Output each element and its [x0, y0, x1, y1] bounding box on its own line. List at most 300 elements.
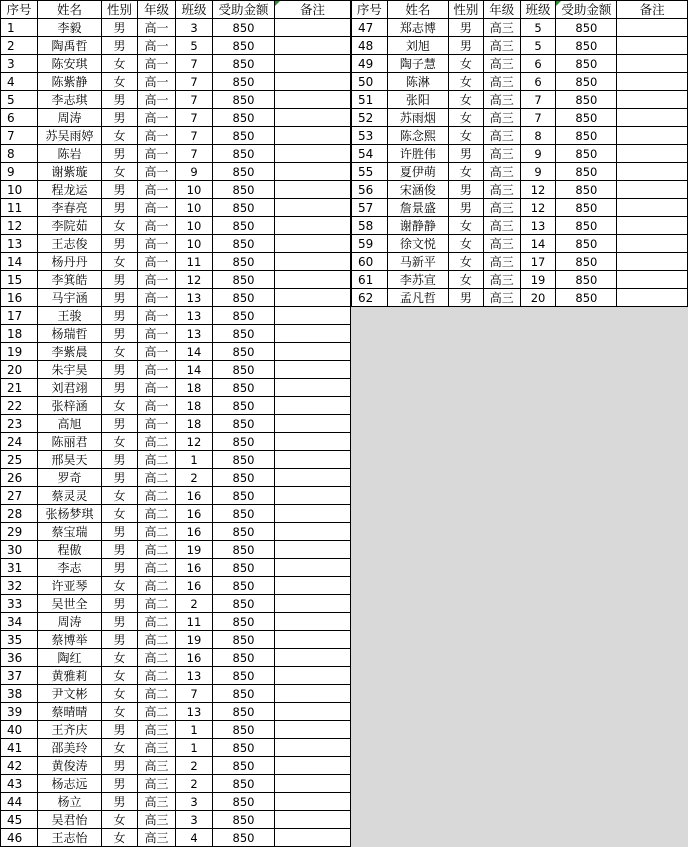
cell-class[interactable]: 16	[176, 523, 213, 541]
cell-amount[interactable]: 850	[213, 667, 275, 685]
cell-sex[interactable]: 女	[102, 505, 138, 523]
cell-class[interactable]: 9	[176, 163, 213, 181]
cell-note[interactable]	[275, 613, 351, 631]
cell-class[interactable]: 1	[176, 451, 213, 469]
cell-name[interactable]: 黄雅莉	[38, 667, 102, 685]
cell-no[interactable]: 48	[352, 37, 388, 55]
cell-amount[interactable]: 850	[213, 325, 275, 343]
cell-name[interactable]: 黄俊涛	[38, 757, 102, 775]
cell-no[interactable]: 57	[352, 199, 388, 217]
cell-note[interactable]	[275, 271, 351, 289]
cell-class[interactable]: 6	[520, 73, 556, 91]
cell-amount[interactable]: 850	[213, 307, 275, 325]
cell-name[interactable]: 宋涵俊	[387, 181, 448, 199]
cell-name[interactable]: 吴世全	[38, 595, 102, 613]
cell-note[interactable]	[275, 217, 351, 235]
cell-name[interactable]: 杨丹丹	[38, 253, 102, 271]
cell-sex[interactable]: 男	[102, 613, 138, 631]
cell-note[interactable]	[617, 19, 688, 37]
cell-note[interactable]	[617, 37, 688, 55]
cell-no[interactable]: 8	[1, 145, 38, 163]
cell-note[interactable]	[275, 469, 351, 487]
cell-name[interactable]: 李紫晨	[38, 343, 102, 361]
cell-class[interactable]: 7	[176, 91, 213, 109]
cell-no[interactable]: 7	[1, 127, 38, 145]
cell-grade[interactable]: 高三	[483, 55, 520, 73]
cell-class[interactable]: 16	[176, 649, 213, 667]
cell-name[interactable]: 陈岩	[38, 145, 102, 163]
cell-sex[interactable]: 男	[102, 325, 138, 343]
cell-no[interactable]: 40	[1, 721, 38, 739]
cell-name[interactable]: 谢紫璇	[38, 163, 102, 181]
cell-grade[interactable]: 高二	[138, 595, 176, 613]
cell-class[interactable]: 19	[176, 541, 213, 559]
cell-note[interactable]	[275, 631, 351, 649]
cell-name[interactable]: 周涛	[38, 613, 102, 631]
cell-name[interactable]: 尹文彬	[38, 685, 102, 703]
cell-amount[interactable]: 850	[213, 289, 275, 307]
cell-no[interactable]: 34	[1, 613, 38, 631]
cell-name[interactable]: 杨志远	[38, 775, 102, 793]
cell-amount[interactable]: 850	[213, 649, 275, 667]
cell-grade[interactable]: 高三	[138, 721, 176, 739]
cell-amount[interactable]: 850	[556, 37, 617, 55]
cell-grade[interactable]: 高三	[483, 37, 520, 55]
cell-grade[interactable]: 高一	[138, 343, 176, 361]
cell-class[interactable]: 18	[176, 397, 213, 415]
cell-amount[interactable]: 850	[213, 235, 275, 253]
cell-grade[interactable]: 高一	[138, 235, 176, 253]
cell-no[interactable]: 42	[1, 757, 38, 775]
cell-no[interactable]: 29	[1, 523, 38, 541]
cell-class[interactable]: 3	[176, 19, 213, 37]
cell-name[interactable]: 吴君怡	[38, 811, 102, 829]
cell-no[interactable]: 15	[1, 271, 38, 289]
cell-grade[interactable]: 高二	[138, 487, 176, 505]
cell-name[interactable]: 蔡灵灵	[38, 487, 102, 505]
cell-note[interactable]	[617, 127, 688, 145]
cell-amount[interactable]: 850	[213, 217, 275, 235]
cell-no[interactable]: 19	[1, 343, 38, 361]
cell-note[interactable]	[275, 361, 351, 379]
cell-grade[interactable]: 高二	[138, 631, 176, 649]
cell-name[interactable]: 许胜伟	[387, 145, 448, 163]
cell-grade[interactable]: 高一	[138, 217, 176, 235]
cell-grade[interactable]: 高三	[138, 829, 176, 847]
cell-class[interactable]: 3	[176, 811, 213, 829]
cell-class[interactable]: 11	[176, 613, 213, 631]
cell-name[interactable]: 刘君翊	[38, 379, 102, 397]
cell-name[interactable]: 程傲	[38, 541, 102, 559]
cell-no[interactable]: 25	[1, 451, 38, 469]
cell-class[interactable]: 7	[176, 109, 213, 127]
cell-amount[interactable]: 850	[213, 127, 275, 145]
cell-amount[interactable]: 850	[213, 757, 275, 775]
header-class[interactable]: 班级	[520, 1, 556, 19]
cell-amount[interactable]: 850	[213, 145, 275, 163]
cell-name[interactable]: 许亚琴	[38, 577, 102, 595]
cell-name[interactable]: 蔡晴晴	[38, 703, 102, 721]
cell-note[interactable]	[275, 703, 351, 721]
cell-grade[interactable]: 高一	[138, 361, 176, 379]
cell-name[interactable]: 詹景盛	[387, 199, 448, 217]
cell-sex[interactable]: 男	[102, 181, 138, 199]
cell-amount[interactable]: 850	[556, 145, 617, 163]
cell-sex[interactable]: 女	[102, 163, 138, 181]
cell-class[interactable]: 14	[176, 361, 213, 379]
cell-no[interactable]: 51	[352, 91, 388, 109]
cell-grade[interactable]: 高一	[138, 127, 176, 145]
cell-sex[interactable]: 男	[448, 37, 483, 55]
cell-no[interactable]: 1	[1, 19, 38, 37]
cell-name[interactable]: 刘旭	[387, 37, 448, 55]
cell-amount[interactable]: 850	[213, 541, 275, 559]
header-no[interactable]: 序号	[1, 1, 38, 19]
cell-note[interactable]	[275, 595, 351, 613]
cell-name[interactable]: 李苏宣	[387, 271, 448, 289]
cell-no[interactable]: 17	[1, 307, 38, 325]
cell-sex[interactable]: 男	[102, 91, 138, 109]
cell-grade[interactable]: 高二	[138, 523, 176, 541]
cell-amount[interactable]: 850	[556, 235, 617, 253]
cell-sex[interactable]: 男	[102, 19, 138, 37]
cell-sex[interactable]: 男	[102, 199, 138, 217]
cell-sex[interactable]: 男	[448, 199, 483, 217]
cell-class[interactable]: 10	[176, 235, 213, 253]
cell-class[interactable]: 19	[520, 271, 556, 289]
cell-amount[interactable]: 850	[213, 361, 275, 379]
cell-class[interactable]: 16	[176, 487, 213, 505]
cell-grade[interactable]: 高一	[138, 379, 176, 397]
cell-sex[interactable]: 男	[102, 595, 138, 613]
cell-grade[interactable]: 高三	[138, 775, 176, 793]
cell-name[interactable]: 王骏	[38, 307, 102, 325]
cell-note[interactable]	[275, 739, 351, 757]
cell-no[interactable]: 11	[1, 199, 38, 217]
cell-class[interactable]: 7	[176, 55, 213, 73]
cell-class[interactable]: 16	[176, 577, 213, 595]
cell-note[interactable]	[275, 793, 351, 811]
cell-note[interactable]	[617, 55, 688, 73]
cell-sex[interactable]: 男	[448, 181, 483, 199]
header-grade[interactable]: 年级	[483, 1, 520, 19]
cell-name[interactable]: 蔡博举	[38, 631, 102, 649]
cell-amount[interactable]: 850	[213, 613, 275, 631]
cell-amount[interactable]: 850	[213, 271, 275, 289]
cell-name[interactable]: 李志琪	[38, 91, 102, 109]
header-name[interactable]: 姓名	[387, 1, 448, 19]
cell-class[interactable]: 12	[176, 271, 213, 289]
cell-note[interactable]	[275, 685, 351, 703]
cell-amount[interactable]: 850	[213, 109, 275, 127]
cell-grade[interactable]: 高三	[483, 73, 520, 91]
cell-sex[interactable]: 女	[448, 253, 483, 271]
cell-grade[interactable]: 高三	[483, 271, 520, 289]
cell-note[interactable]	[617, 145, 688, 163]
cell-sex[interactable]: 男	[102, 775, 138, 793]
cell-sex[interactable]: 男	[102, 307, 138, 325]
cell-name[interactable]: 杨瑞哲	[38, 325, 102, 343]
header-class[interactable]: 班级	[176, 1, 213, 19]
cell-no[interactable]: 26	[1, 469, 38, 487]
cell-name[interactable]: 王志俊	[38, 235, 102, 253]
cell-amount[interactable]: 850	[213, 73, 275, 91]
cell-note[interactable]	[275, 379, 351, 397]
cell-grade[interactable]: 高二	[138, 433, 176, 451]
cell-note[interactable]	[275, 757, 351, 775]
cell-no[interactable]: 35	[1, 631, 38, 649]
cell-class[interactable]: 7	[176, 127, 213, 145]
cell-note[interactable]	[275, 415, 351, 433]
cell-note[interactable]	[275, 163, 351, 181]
cell-grade[interactable]: 高一	[138, 181, 176, 199]
cell-note[interactable]	[617, 163, 688, 181]
cell-class[interactable]: 20	[520, 289, 556, 307]
cell-sex[interactable]: 女	[102, 127, 138, 145]
header-note[interactable]: 备注	[617, 1, 688, 19]
cell-sex[interactable]: 女	[102, 397, 138, 415]
cell-class[interactable]: 10	[176, 199, 213, 217]
cell-note[interactable]	[275, 775, 351, 793]
cell-class[interactable]: 13	[176, 325, 213, 343]
cell-class[interactable]: 1	[176, 721, 213, 739]
cell-grade[interactable]: 高二	[138, 649, 176, 667]
cell-sex[interactable]: 男	[102, 379, 138, 397]
cell-name[interactable]: 孟凡哲	[387, 289, 448, 307]
cell-note[interactable]	[275, 181, 351, 199]
cell-sex[interactable]: 女	[102, 487, 138, 505]
cell-class[interactable]: 12	[520, 181, 556, 199]
cell-sex[interactable]: 男	[102, 541, 138, 559]
cell-class[interactable]: 13	[520, 217, 556, 235]
cell-note[interactable]	[617, 235, 688, 253]
cell-grade[interactable]: 高一	[138, 37, 176, 55]
cell-sex[interactable]: 男	[102, 415, 138, 433]
cell-class[interactable]: 16	[176, 505, 213, 523]
cell-grade[interactable]: 高三	[138, 757, 176, 775]
cell-no[interactable]: 50	[352, 73, 388, 91]
cell-no[interactable]: 32	[1, 577, 38, 595]
cell-grade[interactable]: 高二	[138, 451, 176, 469]
cell-class[interactable]: 7	[176, 73, 213, 91]
cell-no[interactable]: 54	[352, 145, 388, 163]
cell-class[interactable]: 13	[176, 667, 213, 685]
cell-no[interactable]: 38	[1, 685, 38, 703]
cell-amount[interactable]: 850	[556, 19, 617, 37]
cell-name[interactable]: 谢静静	[387, 217, 448, 235]
cell-class[interactable]: 12	[520, 199, 556, 217]
cell-sex[interactable]: 女	[102, 739, 138, 757]
cell-sex[interactable]: 女	[102, 685, 138, 703]
cell-note[interactable]	[275, 433, 351, 451]
cell-note[interactable]	[275, 559, 351, 577]
cell-class[interactable]: 1	[176, 739, 213, 757]
cell-note[interactable]	[617, 91, 688, 109]
cell-note[interactable]	[617, 109, 688, 127]
cell-note[interactable]	[275, 397, 351, 415]
cell-grade[interactable]: 高一	[138, 109, 176, 127]
cell-class[interactable]: 18	[176, 379, 213, 397]
cell-amount[interactable]: 850	[556, 91, 617, 109]
cell-note[interactable]	[617, 73, 688, 91]
cell-note[interactable]	[275, 541, 351, 559]
cell-sex[interactable]: 女	[448, 73, 483, 91]
cell-no[interactable]: 49	[352, 55, 388, 73]
cell-grade[interactable]: 高三	[483, 217, 520, 235]
cell-class[interactable]: 13	[176, 307, 213, 325]
cell-class[interactable]: 3	[176, 793, 213, 811]
cell-no[interactable]: 36	[1, 649, 38, 667]
header-name[interactable]: 姓名	[38, 1, 102, 19]
cell-no[interactable]: 10	[1, 181, 38, 199]
comment-indicator-icon[interactable]	[556, 1, 561, 6]
cell-amount[interactable]: 850	[213, 793, 275, 811]
cell-class[interactable]: 12	[176, 433, 213, 451]
cell-class[interactable]: 5	[176, 37, 213, 55]
header-grade[interactable]: 年级	[138, 1, 176, 19]
cell-grade[interactable]: 高三	[483, 91, 520, 109]
comment-indicator-icon[interactable]	[275, 1, 280, 6]
cell-class[interactable]: 14	[176, 343, 213, 361]
cell-no[interactable]: 43	[1, 775, 38, 793]
cell-no[interactable]: 14	[1, 253, 38, 271]
header-amount[interactable]	[556, 1, 617, 19]
cell-sex[interactable]: 男	[102, 271, 138, 289]
cell-class[interactable]: 2	[176, 469, 213, 487]
cell-note[interactable]	[617, 217, 688, 235]
cell-amount[interactable]: 850	[213, 811, 275, 829]
cell-note[interactable]	[275, 55, 351, 73]
cell-sex[interactable]: 女	[448, 127, 483, 145]
cell-sex[interactable]: 男	[448, 145, 483, 163]
cell-note[interactable]	[617, 199, 688, 217]
cell-class[interactable]: 9	[520, 163, 556, 181]
cell-grade[interactable]: 高二	[138, 577, 176, 595]
cell-sex[interactable]: 女	[448, 217, 483, 235]
cell-no[interactable]: 2	[1, 37, 38, 55]
cell-name[interactable]: 罗奇	[38, 469, 102, 487]
cell-amount[interactable]: 850	[213, 577, 275, 595]
cell-class[interactable]: 5	[520, 19, 556, 37]
cell-no[interactable]: 39	[1, 703, 38, 721]
cell-class[interactable]: 6	[520, 55, 556, 73]
cell-class[interactable]: 2	[176, 757, 213, 775]
cell-note[interactable]	[275, 505, 351, 523]
cell-name[interactable]: 陈紫静	[38, 73, 102, 91]
cell-grade[interactable]: 高一	[138, 289, 176, 307]
cell-sex[interactable]: 女	[102, 217, 138, 235]
cell-amount[interactable]: 850	[213, 595, 275, 613]
cell-grade[interactable]: 高一	[138, 163, 176, 181]
cell-amount[interactable]: 850	[213, 523, 275, 541]
cell-note[interactable]	[275, 91, 351, 109]
cell-amount[interactable]: 850	[213, 469, 275, 487]
cell-note[interactable]	[275, 487, 351, 505]
cell-name[interactable]: 陈念熙	[387, 127, 448, 145]
cell-name[interactable]: 陶禹哲	[38, 37, 102, 55]
cell-name[interactable]: 陈淋	[387, 73, 448, 91]
cell-no[interactable]: 22	[1, 397, 38, 415]
cell-sex[interactable]: 女	[102, 811, 138, 829]
cell-class[interactable]: 5	[520, 37, 556, 55]
cell-no[interactable]: 61	[352, 271, 388, 289]
cell-no[interactable]: 47	[352, 19, 388, 37]
cell-note[interactable]	[275, 649, 351, 667]
cell-grade[interactable]: 高三	[483, 199, 520, 217]
cell-note[interactable]	[275, 127, 351, 145]
cell-class[interactable]: 7	[176, 685, 213, 703]
cell-note[interactable]	[275, 343, 351, 361]
cell-amount[interactable]: 850	[213, 181, 275, 199]
cell-no[interactable]: 37	[1, 667, 38, 685]
cell-name[interactable]: 朱宇昊	[38, 361, 102, 379]
cell-sex[interactable]: 男	[102, 361, 138, 379]
cell-amount[interactable]: 850	[213, 703, 275, 721]
cell-no[interactable]: 58	[352, 217, 388, 235]
cell-grade[interactable]: 高三	[138, 811, 176, 829]
cell-name[interactable]: 马宇涵	[38, 289, 102, 307]
cell-sex[interactable]: 男	[102, 37, 138, 55]
cell-note[interactable]	[275, 523, 351, 541]
cell-class[interactable]: 7	[176, 145, 213, 163]
header-sex[interactable]: 性别	[102, 1, 138, 19]
cell-sex[interactable]: 男	[102, 757, 138, 775]
cell-sex[interactable]: 女	[102, 343, 138, 361]
cell-sex[interactable]: 男	[102, 451, 138, 469]
cell-amount[interactable]: 850	[556, 199, 617, 217]
cell-name[interactable]: 李毅	[38, 19, 102, 37]
cell-sex[interactable]: 男	[102, 793, 138, 811]
cell-amount[interactable]: 850	[213, 163, 275, 181]
cell-class[interactable]: 4	[176, 829, 213, 847]
cell-no[interactable]: 18	[1, 325, 38, 343]
cell-class[interactable]: 7	[520, 91, 556, 109]
cell-name[interactable]: 陈丽君	[38, 433, 102, 451]
cell-grade[interactable]: 高二	[138, 667, 176, 685]
cell-class[interactable]: 11	[176, 253, 213, 271]
cell-note[interactable]	[275, 19, 351, 37]
cell-grade[interactable]: 高一	[138, 271, 176, 289]
cell-class[interactable]: 7	[520, 109, 556, 127]
cell-amount[interactable]: 850	[213, 829, 275, 847]
cell-grade[interactable]: 高三	[483, 145, 520, 163]
cell-grade[interactable]: 高三	[483, 19, 520, 37]
cell-no[interactable]: 44	[1, 793, 38, 811]
cell-sex[interactable]: 女	[102, 649, 138, 667]
cell-sex[interactable]: 女	[102, 667, 138, 685]
cell-sex[interactable]: 女	[102, 829, 138, 847]
cell-amount[interactable]: 850	[213, 397, 275, 415]
cell-grade[interactable]: 高一	[138, 415, 176, 433]
cell-sex[interactable]: 女	[448, 271, 483, 289]
cell-amount[interactable]: 850	[213, 775, 275, 793]
cell-sex[interactable]: 男	[102, 289, 138, 307]
cell-amount[interactable]: 850	[213, 685, 275, 703]
cell-sex[interactable]: 女	[448, 163, 483, 181]
cell-note[interactable]	[275, 307, 351, 325]
cell-grade[interactable]: 高三	[483, 109, 520, 127]
cell-no[interactable]: 27	[1, 487, 38, 505]
cell-grade[interactable]: 高一	[138, 253, 176, 271]
cell-grade[interactable]: 高一	[138, 307, 176, 325]
cell-note[interactable]	[275, 451, 351, 469]
cell-name[interactable]: 王齐庆	[38, 721, 102, 739]
cell-grade[interactable]: 高二	[138, 469, 176, 487]
cell-grade[interactable]: 高一	[138, 73, 176, 91]
cell-no[interactable]: 45	[1, 811, 38, 829]
cell-no[interactable]: 31	[1, 559, 38, 577]
cell-grade[interactable]: 高二	[138, 541, 176, 559]
